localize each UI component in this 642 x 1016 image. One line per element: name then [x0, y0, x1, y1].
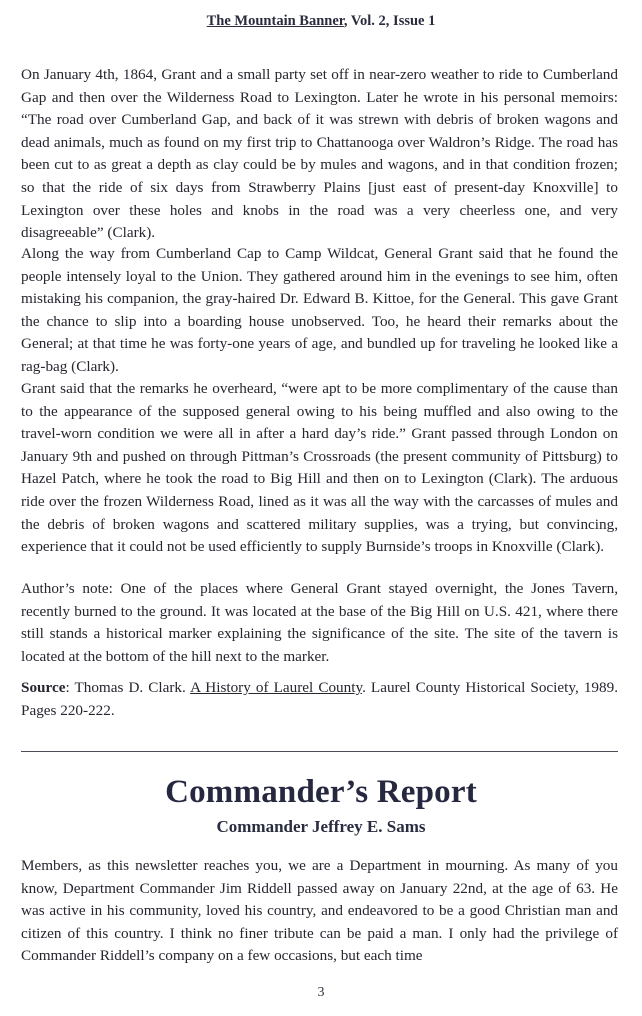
page-number: 3 — [317, 985, 325, 1000]
newsletter-header — [0, 13, 642, 30]
source-book-title: A History of Laurel County — [190, 679, 363, 696]
article-paragraph-2: Along the way from Cumberland Cap to Camp Wildcat, General Grant said that he found the people intensely loyal to the Union. They gathered around him in the evenings to see him, often mistaking his companion, the gray-haired Dr. Edward B. Kittoe, for the General. This gave Grant the chance to slip into a boarding house unobserved. Too, he heard their remarks about the General; at that time he was forty-one years of age, and bundled up for traveling he looked like a rag-bag (Clark). — [21, 245, 618, 375]
report-paragraph: Members, as this newsletter reaches you, we are a Department in mourning. As many of you know, Department Commander Jim Riddell passed away on January 22nd, at the age of 63. He was active in his community, loved his country, and endeavored to be a good Christian man and citizen of this country. I think no finer tribute can be paid a man. I only had the privilege of Commander Riddell’s company on a few occasions, but each time — [21, 857, 618, 965]
source-label: Source — [21, 679, 66, 696]
section-byline: Commander Jeffrey E. Sams — [216, 817, 426, 836]
authors-note: Author’s note: One of the places where General Grant stayed overnight, the Jones Tavern, recently burned to the ground. It was located at the base of the Big Hill on U.S. 421, where there still stands a historical marker explaining the significance of the site. The site of the tavern is located at the bottom of the hill next to the marker. — [21, 580, 618, 665]
section-title: Commander’s Report — [165, 774, 477, 810]
article-paragraph-3: Grant said that the remarks he overheard, “were apt to be more complimentary of the cause than to the appearance of the supposed general owing to his being muffled and also owing to the travel-worn condition we were all in after a hard day’s ride.” Grant passed through London on January 9th and pushed on through Pittman’s Crossroads (the present community of Pittsburg) to Hazel Patch, where he took the road to Big Hill and then on to Lexington (Clark). The arduous ride over the frozen Wilderness Road, lined as it was all the way with the carcasses of mules and the debris of broken wagons and scattered military supplies, was a trying, but convincing, experience that it could not be used efficiently to supply Burnside’s troops in Knoxville (Clark). — [21, 380, 618, 556]
section-divider — [21, 751, 618, 752]
source-author: : Thomas D. Clark. — [65, 679, 191, 696]
source-details: . Laurel County Historical Society, 1989. Pages 220-222. — [21, 679, 618, 719]
publication-name: The Mountain Banner — [206, 13, 344, 29]
source-citation — [21, 677, 618, 722]
issue-info: , Vol. 2, Issue 1 — [343, 13, 436, 29]
article-paragraph-1: On January 4th, 1864, Grant and a small party set off in near-zero weather to ride to Cumberland Gap and then over the Wilderness Road to Lexington. Later he wrote in his personal memoirs: “The road over Cumberland Gap, and back of it was strewn with debris of broken wagons and dead animals, much as found on my first trip to Chattanooga over Waldron’s Ridge. The road has been cut to as great a depth as clay could be by mules and wagons, and in that condition frozen; so that the ride of six days from Strawberry Plains [just east of present-day Knoxville] to Lexington over these holes and knobs in the road was a very cheerless one, and very disagreeable” (Clark). — [21, 66, 618, 242]
